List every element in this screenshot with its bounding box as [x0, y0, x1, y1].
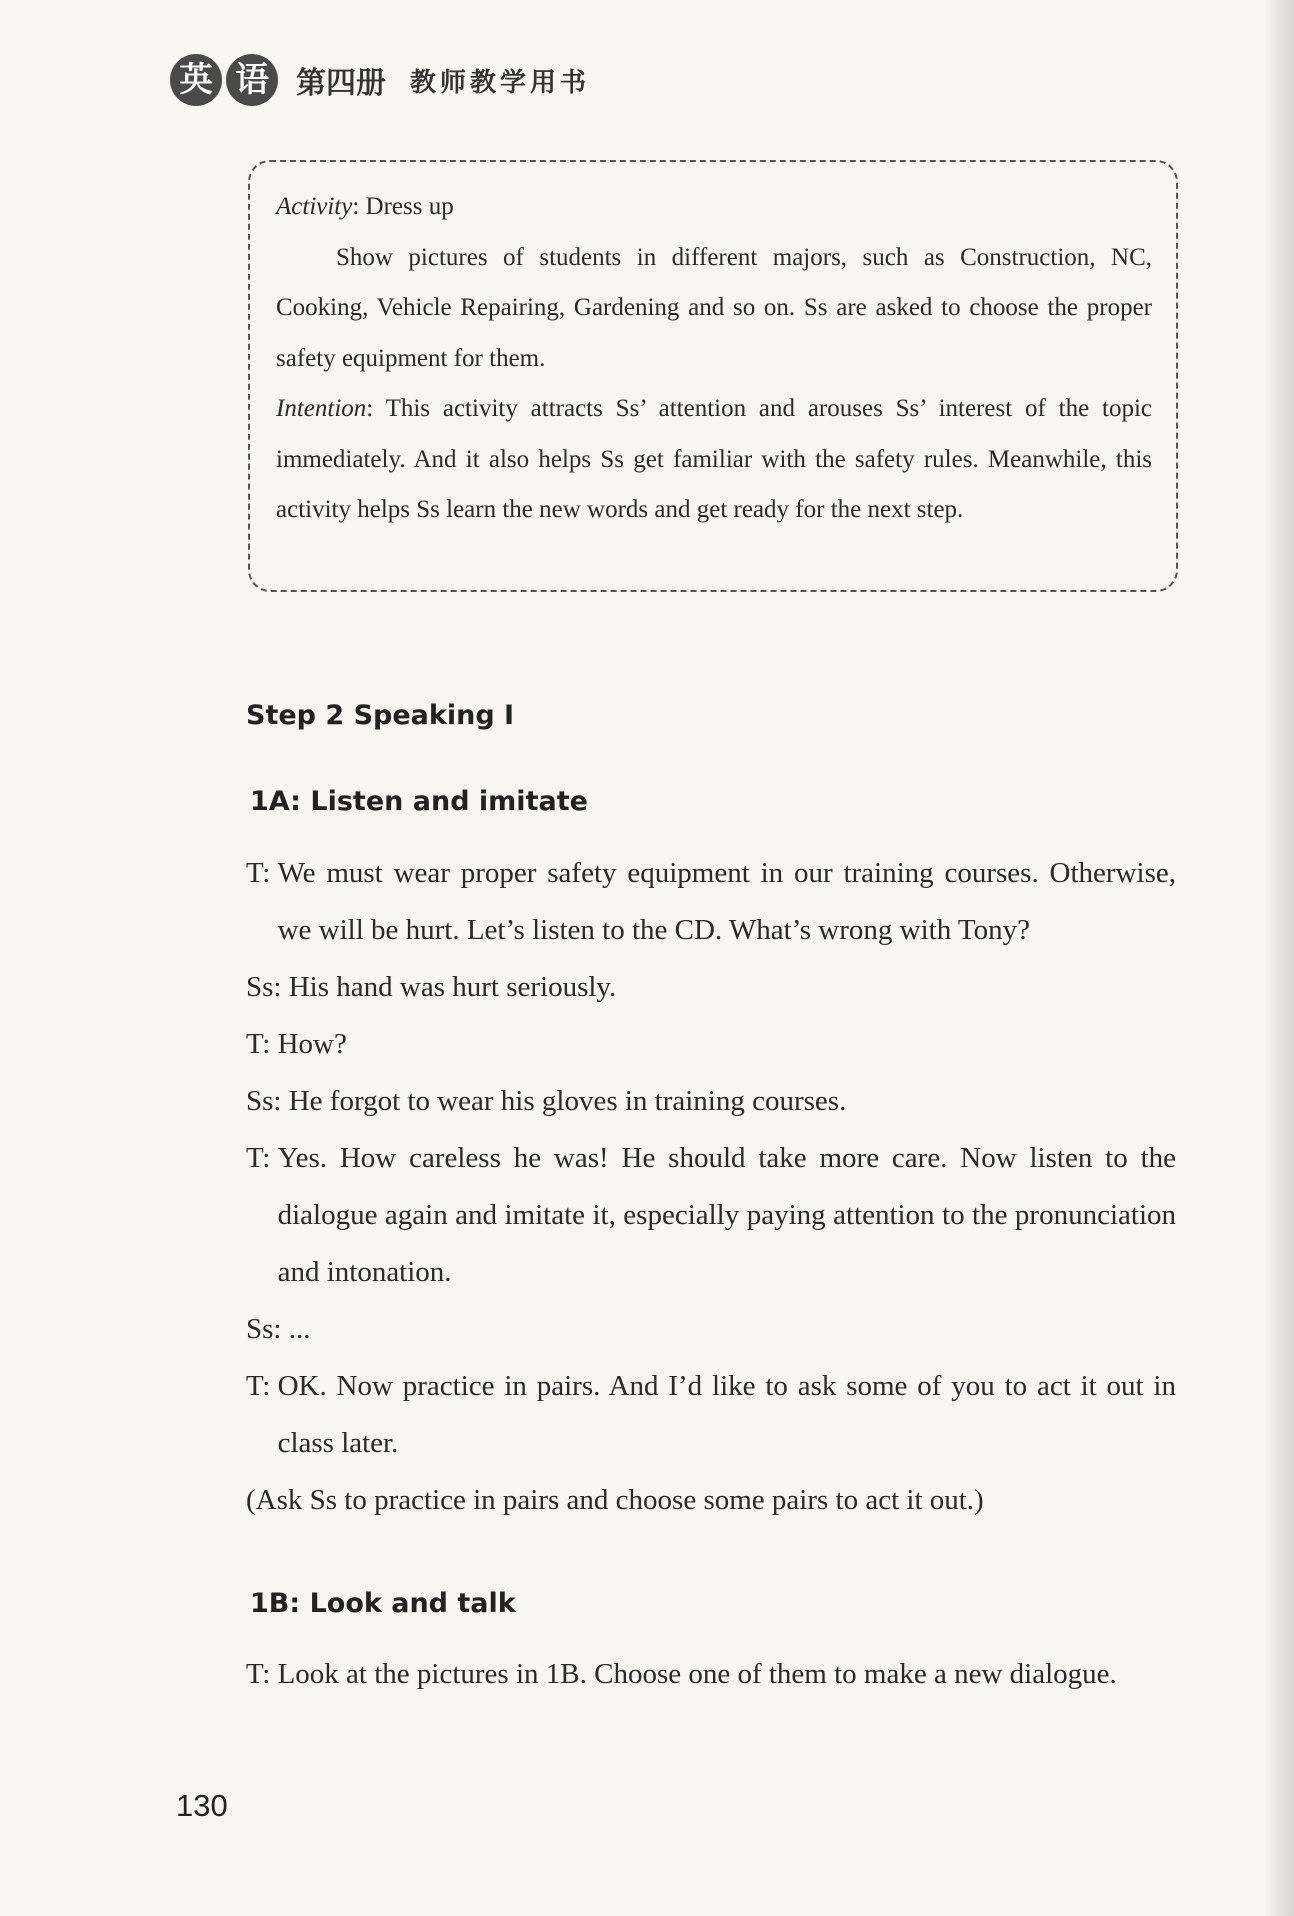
dialogue-text: OK. Now practice in pairs. And I’d like to ask some of you to act it out in class later. — [277, 1370, 1176, 1459]
intention-label: Intention — [276, 395, 367, 422]
dialogue-line — [246, 1301, 1176, 1358]
dialogue-line — [246, 1016, 1176, 1073]
page-number: 130 — [176, 1788, 228, 1823]
page-header — [170, 50, 590, 110]
activity-label: Activity — [276, 193, 353, 220]
dialogue-line — [246, 1130, 1176, 1301]
activity-line — [276, 182, 1152, 233]
volume-label: 第四册 — [296, 66, 386, 101]
dialogue-text: Yes. How careless he was! He should take more care. Now listen to the dialogue again and imitate it, especially paying attention to the pronunciation and intonation. — [277, 1142, 1176, 1288]
speaker-label: T: — [246, 857, 278, 889]
activity-colon: : — [352, 193, 366, 220]
dialogue-text: ... — [288, 1313, 311, 1345]
book-title: 教师教学用书 — [410, 67, 591, 98]
dialogue-text: How? — [277, 1028, 347, 1060]
speaker-label: T: — [246, 1028, 278, 1060]
english-badge-1: 英 — [170, 54, 222, 106]
dialogue-line — [246, 845, 1176, 959]
step-heading: Step 2 Speaking I — [246, 700, 515, 731]
activity-description: Show pictures of students in different majors, such as Construction, NC, Cooking, Vehicle Repairing, Gardening and so on. Ss are asked to choose the proper safety equipment for them. — [276, 243, 1152, 372]
speaker-label: Ss: — [246, 1313, 289, 1345]
teacher-note: (Ask Ss to practice in pairs and choose some pairs to act it out.) — [246, 1484, 984, 1516]
section-1b-heading: 1B: Look and talk — [250, 1588, 516, 1619]
dialogue-line — [246, 1646, 1176, 1703]
english-badge-2: 语 — [226, 54, 278, 106]
dialogue-text: Look at the pictures in 1B. Choose one of them to make a new dialogue. — [277, 1658, 1117, 1690]
dialogue-text: He forgot to wear his gloves in training courses. — [288, 1085, 847, 1117]
dialogue-line — [246, 1073, 1176, 1130]
activity-box — [248, 160, 1178, 592]
speaker-label: Ss: — [246, 971, 289, 1003]
section-1b-dialogue — [246, 1646, 1176, 1703]
section-1a-heading: 1A: Listen and imitate — [250, 786, 588, 817]
speaker-label: Ss: — [246, 1085, 289, 1117]
section-1a-dialogue — [246, 845, 1176, 1529]
dialogue-text: We must wear proper safety equipment in our training courses. Otherwise, we will be hurt. Let’s listen to the CD. What’s wrong with Tony? — [277, 857, 1176, 946]
speaker-label: T: — [246, 1658, 278, 1690]
intention-paragraph — [276, 384, 1152, 536]
dialogue-text: His hand was hurt seriously. — [288, 971, 617, 1003]
activity-name: Dress up — [365, 193, 454, 220]
intention-colon: : — [366, 395, 386, 422]
page-spine-shadow — [1264, 0, 1294, 1916]
speaker-label: T: — [246, 1370, 278, 1402]
speaker-label: T: — [246, 1142, 278, 1174]
dialogue-line — [246, 959, 1176, 1016]
dialogue-line — [246, 1358, 1176, 1472]
intention-text: This activity attracts Ss’ attention and arouses Ss’ interest of the topic immediately. And it also helps Ss get familiar with the safety rules. Meanwhile, this activity helps Ss learn the new words and get ready for the next step. — [276, 395, 1152, 523]
